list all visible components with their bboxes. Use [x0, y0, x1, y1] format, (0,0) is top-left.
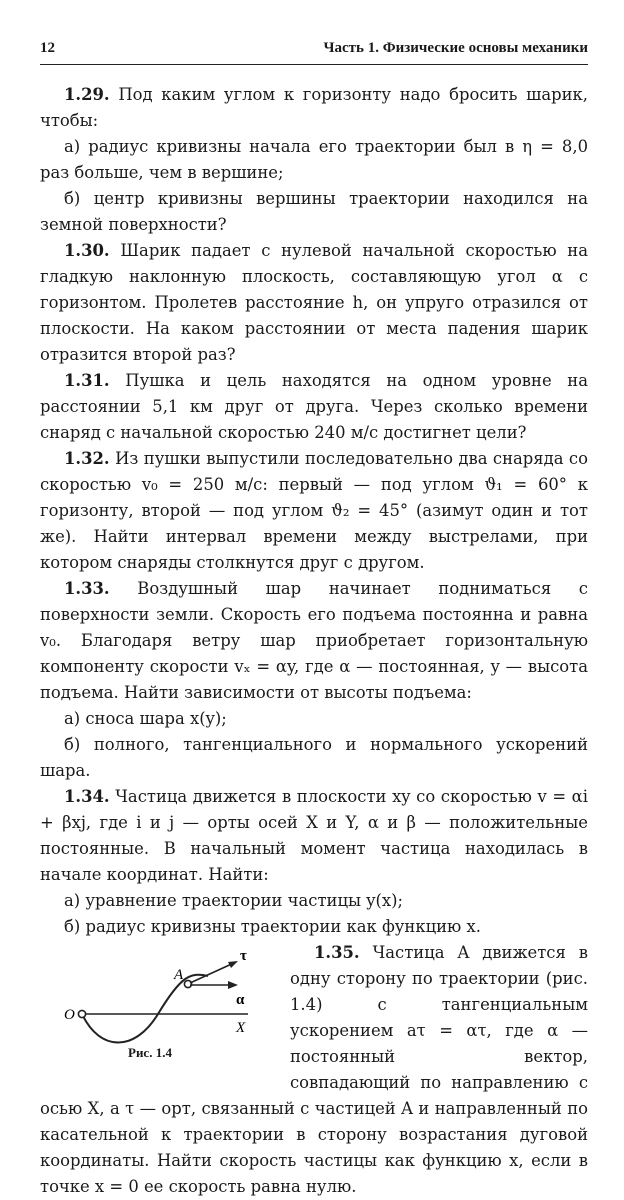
label-x: X [236, 1020, 246, 1036]
label-alpha: α [236, 992, 245, 1008]
problem-1-34: 1.34. Частица движется в плоскости xy со скоростью v = αi + βxj, где i и j — орты осей X и Y, α и β — положительные постоянные. В начальный момент частица находилась в начале координат. Найти: [40, 787, 588, 884]
alpha-arrowhead [228, 981, 238, 989]
text-body [40, 82, 588, 1200]
origin-point [78, 1010, 85, 1017]
label-a: A [174, 967, 184, 983]
label-tau: τ [240, 948, 247, 964]
problem-1-30: 1.30. Шарик падает с нулевой начальной скоростью на гладкую наклонную плоскость, составляющую угол α с горизонтом. Пролетев расстояние h, он упруго отразился от плоскости. На каком расстоянии от места падения шарик отразится второй раз? [40, 241, 588, 364]
problem-1-34-b: б) радиус кривизны траектории как функцию x. [64, 917, 481, 936]
problem-1-29: 1.29. Под каким углом к горизонту надо бросить шарик, чтобы: [40, 85, 588, 130]
problem-1-31: 1.31. Пушка и цель находятся на одном уровне на расстоянии 5,1 км друг от друга. Через сколько времени снаряд с начальной скоростью 240 м/с достигнет цели? [40, 371, 588, 442]
problem-1-34-a: а) уравнение траектории частицы y(x); [64, 891, 404, 910]
page-number: 12 [40, 40, 55, 56]
problem-1-29-b: б) центр кривизны вершины траектории находился на земной поверхности? [40, 189, 588, 234]
problem-1-33-a: а) сноса шара x(y); [64, 709, 227, 728]
tau-arrowhead [228, 961, 238, 968]
figure-1-4 [40, 942, 290, 1072]
label-o: O [64, 1007, 75, 1023]
running-title: Часть 1. Физические основы механики [323, 40, 588, 56]
problem-1-33: 1.33. Воздушный шар начинает подниматься с поверхности земли. Скорость его подъема постоянна и равна v₀. Благодаря ветру шар приобретает горизонтальную компоненту скорости vₓ = αy, где α — постоянная, y — высота подъема. Найти зависимости от высоты подъема: [40, 579, 588, 702]
problem-1-35: 1.35. Частица A движется в одну сторону по траектории (рис. 1.4) с тангенциальным ускорением aτ = ατ, где α — постоянный вектор, совпадающий по направлению с осью X, а τ — орт, связанный с частицей A и направленный по касательной к траектории в сторону возрастания дуговой координаты. Найти скорость частицы как функцию x, если в точке x = 0 ее скорость равна нулю. [40, 943, 588, 1196]
page [40, 0, 588, 1196]
problem-1-29-a: а) радиус кривизны начала его траектории был в η = 8,0 раз больше, чем в вершине; [40, 137, 588, 182]
problem-1-32: 1.32. Из пушки выпустили последовательно два снаряда со скоростью v₀ = 250 м/с: первый — под углом ϑ₁ = 60° к горизонту, второй — под углом ϑ₂ = 45° (азимут один и тот же). Найти интервал времени между выстрелами, при котором снаряды столкнутся друг с другом. [40, 449, 588, 572]
problem-1-33-b: б) полного, тангенциального и нормального ускорений шара. [40, 735, 588, 780]
figure-caption: Рис. 1.4 [128, 1045, 172, 1060]
point-a [184, 980, 191, 987]
header-rule [40, 64, 588, 65]
running-header [40, 40, 588, 62]
tau-vector [190, 962, 236, 983]
